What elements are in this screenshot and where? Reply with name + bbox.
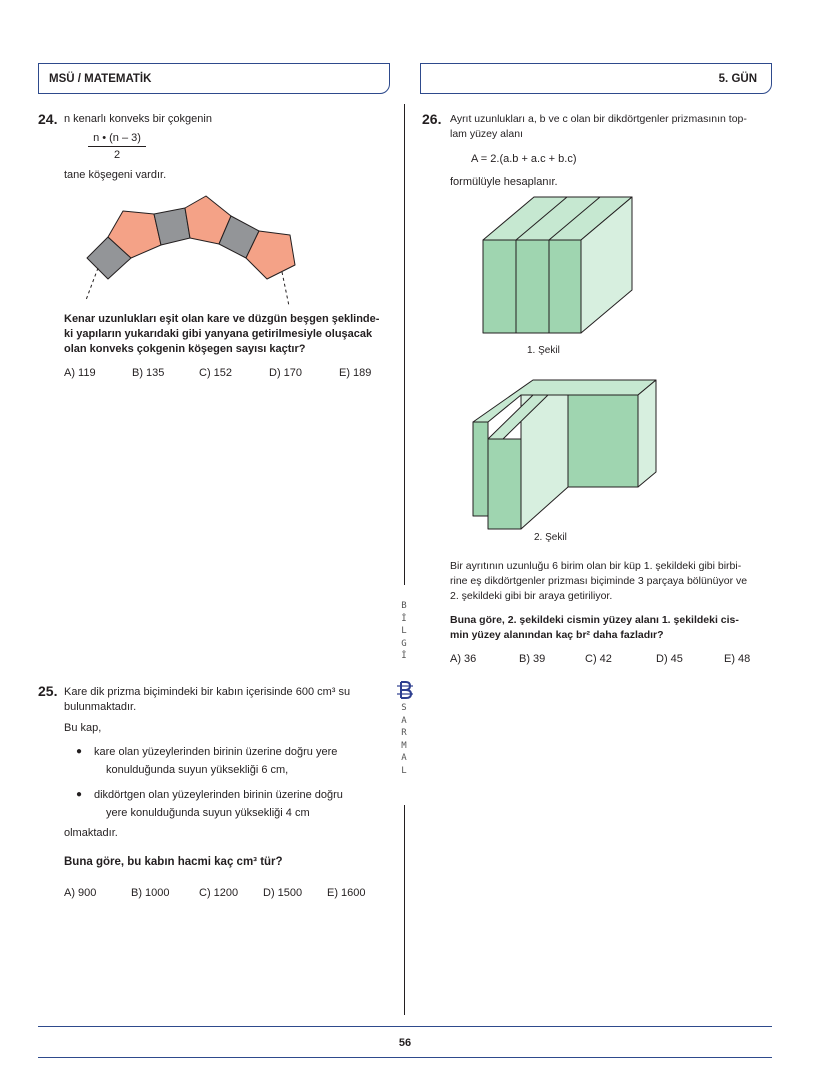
q25-option-b[interactable]: B) 1000: [131, 887, 170, 899]
q26-option-e[interactable]: E) 48: [724, 653, 751, 665]
q26-fig2-caption: 2. Şekil: [534, 532, 567, 543]
q25-question: Buna göre, bu kabın hacmi kaç cm³ tür?: [64, 856, 283, 868]
q25-olmaktadir: olmaktadır.: [64, 827, 118, 839]
q25-option-e[interactable]: E) 1600: [327, 887, 366, 899]
q24-polygon-figure: [78, 190, 308, 310]
q24-option-b[interactable]: B) 135: [132, 367, 165, 379]
q24-option-e[interactable]: E) 189: [339, 367, 372, 379]
q26-options: [450, 653, 750, 665]
footer-line-bottom: [38, 1057, 772, 1058]
fig2-right-side: [638, 380, 656, 487]
header-left-box: [38, 63, 390, 94]
q26-number: 26.: [422, 111, 442, 127]
q24-number: 24.: [38, 111, 58, 127]
q26-intro-l2: lam yüzey alanı: [450, 128, 523, 140]
footer-line-top: [38, 1026, 772, 1027]
q26-figure-1: [478, 193, 638, 339]
q26-option-b[interactable]: B) 39: [519, 653, 546, 665]
header-right-box: [420, 63, 772, 94]
q24-question-l2: ki yapıların yukarıdaki gibi yanyana getirilmesiyle oluşacak: [64, 328, 373, 340]
brand-vertical-top: B İ L G İ: [401, 601, 407, 661]
fig2-plate-b-front: [488, 439, 521, 529]
page-number: 56: [398, 1037, 412, 1049]
q26-option-d[interactable]: D) 45: [656, 653, 683, 665]
q26-question-l2: min yüzey alanından kaç br² daha fazladır?: [450, 629, 664, 641]
q25-bu-kap: Bu kap,: [64, 722, 102, 734]
q24-dash-left: [86, 268, 98, 300]
brand-logo-icon: [396, 680, 414, 700]
q25-intro-l2: bulunmaktadır.: [64, 701, 137, 713]
q26-formula: A = 2.(a.b + a.c + b.c): [471, 153, 577, 165]
q25-bullet2-l1: dikdörtgen olan yüzeylerinden birinin üzerine doğru: [94, 789, 343, 801]
q24-question-l3: olan konveks çokgenin köşegen sayısı kaçtır?: [64, 343, 306, 355]
q26-intro-l1: Ayrıt uzunlukları a, b ve c olan bir dikdörtgenler prizmasının top-: [450, 113, 747, 125]
fig1-front-face: [483, 240, 581, 333]
q26-formula-after: formülüyle hesaplanır.: [450, 176, 558, 188]
q24-square-2: [154, 208, 190, 245]
q24-question-l1: Kenar uzunlukları eşit olan kare ve düzgün beşgen şeklinde-: [64, 313, 380, 325]
column-divider-bottom: [404, 805, 405, 1015]
fig2-back-front: [568, 395, 638, 487]
brand-vertical-bottom: S A R M A L: [401, 703, 407, 776]
q26-desc-l1: Bir ayrıtının uzunluğu 6 birim olan bir küp 1. şekildeki gibi birbi-: [450, 560, 742, 572]
q24-formula-numerator: n • (n – 3): [88, 131, 146, 147]
q26-fig1-caption: 1. Şekil: [527, 345, 560, 356]
q25-option-a[interactable]: A) 900: [64, 887, 97, 899]
column-divider-top: [404, 104, 405, 585]
q24-dash-right: [282, 272, 289, 306]
header-day: 5. GÜN: [718, 72, 757, 85]
q25-number: 25.: [38, 683, 58, 699]
q24-option-d[interactable]: D) 170: [269, 367, 303, 379]
q25-option-d[interactable]: D) 1500: [263, 887, 303, 899]
q24-option-c[interactable]: C) 152: [199, 367, 233, 379]
bullet-icon: ●: [76, 746, 83, 757]
q25-option-c[interactable]: C) 1200: [199, 887, 239, 899]
q24-after: tane köşegeni vardır.: [64, 169, 167, 181]
q26-question-l1: Buna göre, 2. şekildeki cismin yüzey alanı 1. şekildeki cis-: [450, 614, 739, 626]
q25-bullet1-l2: konulduğunda suyun yüksekliği 6 cm,: [106, 764, 289, 776]
fig2-plate-a-front: [473, 422, 488, 516]
q25-intro-l1: Kare dik prizma biçimindeki bir kabın içerisinde 600 cm³ su: [64, 686, 351, 698]
q26-figure-2: [468, 374, 660, 534]
q26-option-a[interactable]: A) 36: [450, 653, 477, 665]
q26-option-c[interactable]: C) 42: [585, 653, 612, 665]
q25-bullet2-l2: yere konulduğunda suyun yüksekliği 4 cm: [106, 807, 310, 819]
q26-desc-l3: 2. şekildeki gibi bir araya getiriliyor.: [450, 590, 613, 602]
q25-bullet1-l1: kare olan yüzeylerinden birinin üzerine doğru yere: [94, 746, 338, 758]
q25-options: [64, 887, 366, 899]
q24-intro: n kenarlı konveks bir çokgenin: [64, 113, 212, 125]
q26-desc-l2: rine eş dikdörtgenler prizması biçiminde 3 parçaya bölünüyor ve: [450, 575, 748, 587]
header-subject: MSÜ / MATEMATİK: [49, 72, 152, 85]
q24-option-a[interactable]: A) 119: [64, 367, 96, 379]
q24-formula-denominator: 2: [113, 149, 121, 161]
q24-options: [64, 367, 371, 379]
bullet-icon: ●: [76, 789, 83, 800]
